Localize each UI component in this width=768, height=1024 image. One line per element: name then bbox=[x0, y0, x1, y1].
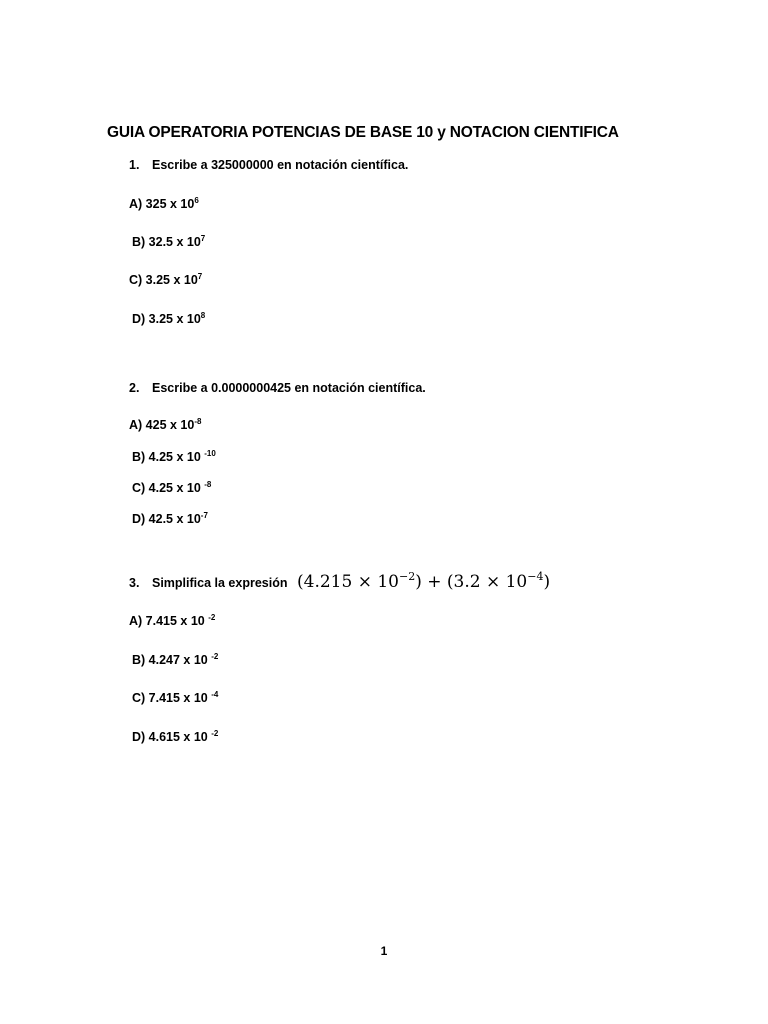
option-2b: B) 4.25 x 10 $^{-10}$ bbox=[132, 449, 216, 464]
question-prompt: Escribe a 325000000 en notación científica. bbox=[152, 158, 409, 172]
option-3c: C) 7.415 x 10 $^{-4}$ bbox=[132, 690, 219, 705]
option-3b: B) 4.247 x 10 $^{-2}$ bbox=[132, 652, 219, 667]
option-1d: D) 3.25 x $10^8$ bbox=[132, 311, 206, 326]
option-1b: B) 32.5 x $10^7$ bbox=[132, 234, 206, 249]
option-1a: A) 325 x $10^6$ bbox=[129, 196, 199, 211]
question-2 bbox=[129, 381, 426, 395]
option-1c: C) 3.25 x $10^7$ bbox=[129, 272, 203, 287]
question-1 bbox=[129, 158, 408, 172]
document-title: GUIA OPERATORIA POTENCIAS DE BASE 10 y NOTACION CIENTIFICA bbox=[107, 124, 619, 141]
option-2d: D) 42.5 x $10^{-7}$ bbox=[132, 511, 208, 526]
page-number: 1 bbox=[380, 944, 388, 958]
question-prompt: Escribe a 0.0000000425 en notación científica. bbox=[152, 381, 426, 395]
question-3 bbox=[129, 576, 287, 590]
question-number: 1. bbox=[129, 158, 140, 172]
math-expression: $(4.215 \times 10^{-2}) + (3.2 \times 10^{-4})$ bbox=[297, 570, 551, 592]
option-2a: A) 425 x $10^{-8}$ bbox=[129, 417, 202, 432]
option-3a: A) 7.415 x 10 $^{-2}$ bbox=[129, 613, 216, 628]
question-prompt: Simplifica la expresión bbox=[152, 576, 288, 590]
question-number: 3. bbox=[129, 576, 140, 590]
option-3d: D) 4.615 x 10 $^{-2}$ bbox=[132, 729, 219, 744]
option-2c: C) 4.25 x 10 $^{-8}$ bbox=[132, 480, 212, 495]
question-number: 2. bbox=[129, 381, 140, 395]
